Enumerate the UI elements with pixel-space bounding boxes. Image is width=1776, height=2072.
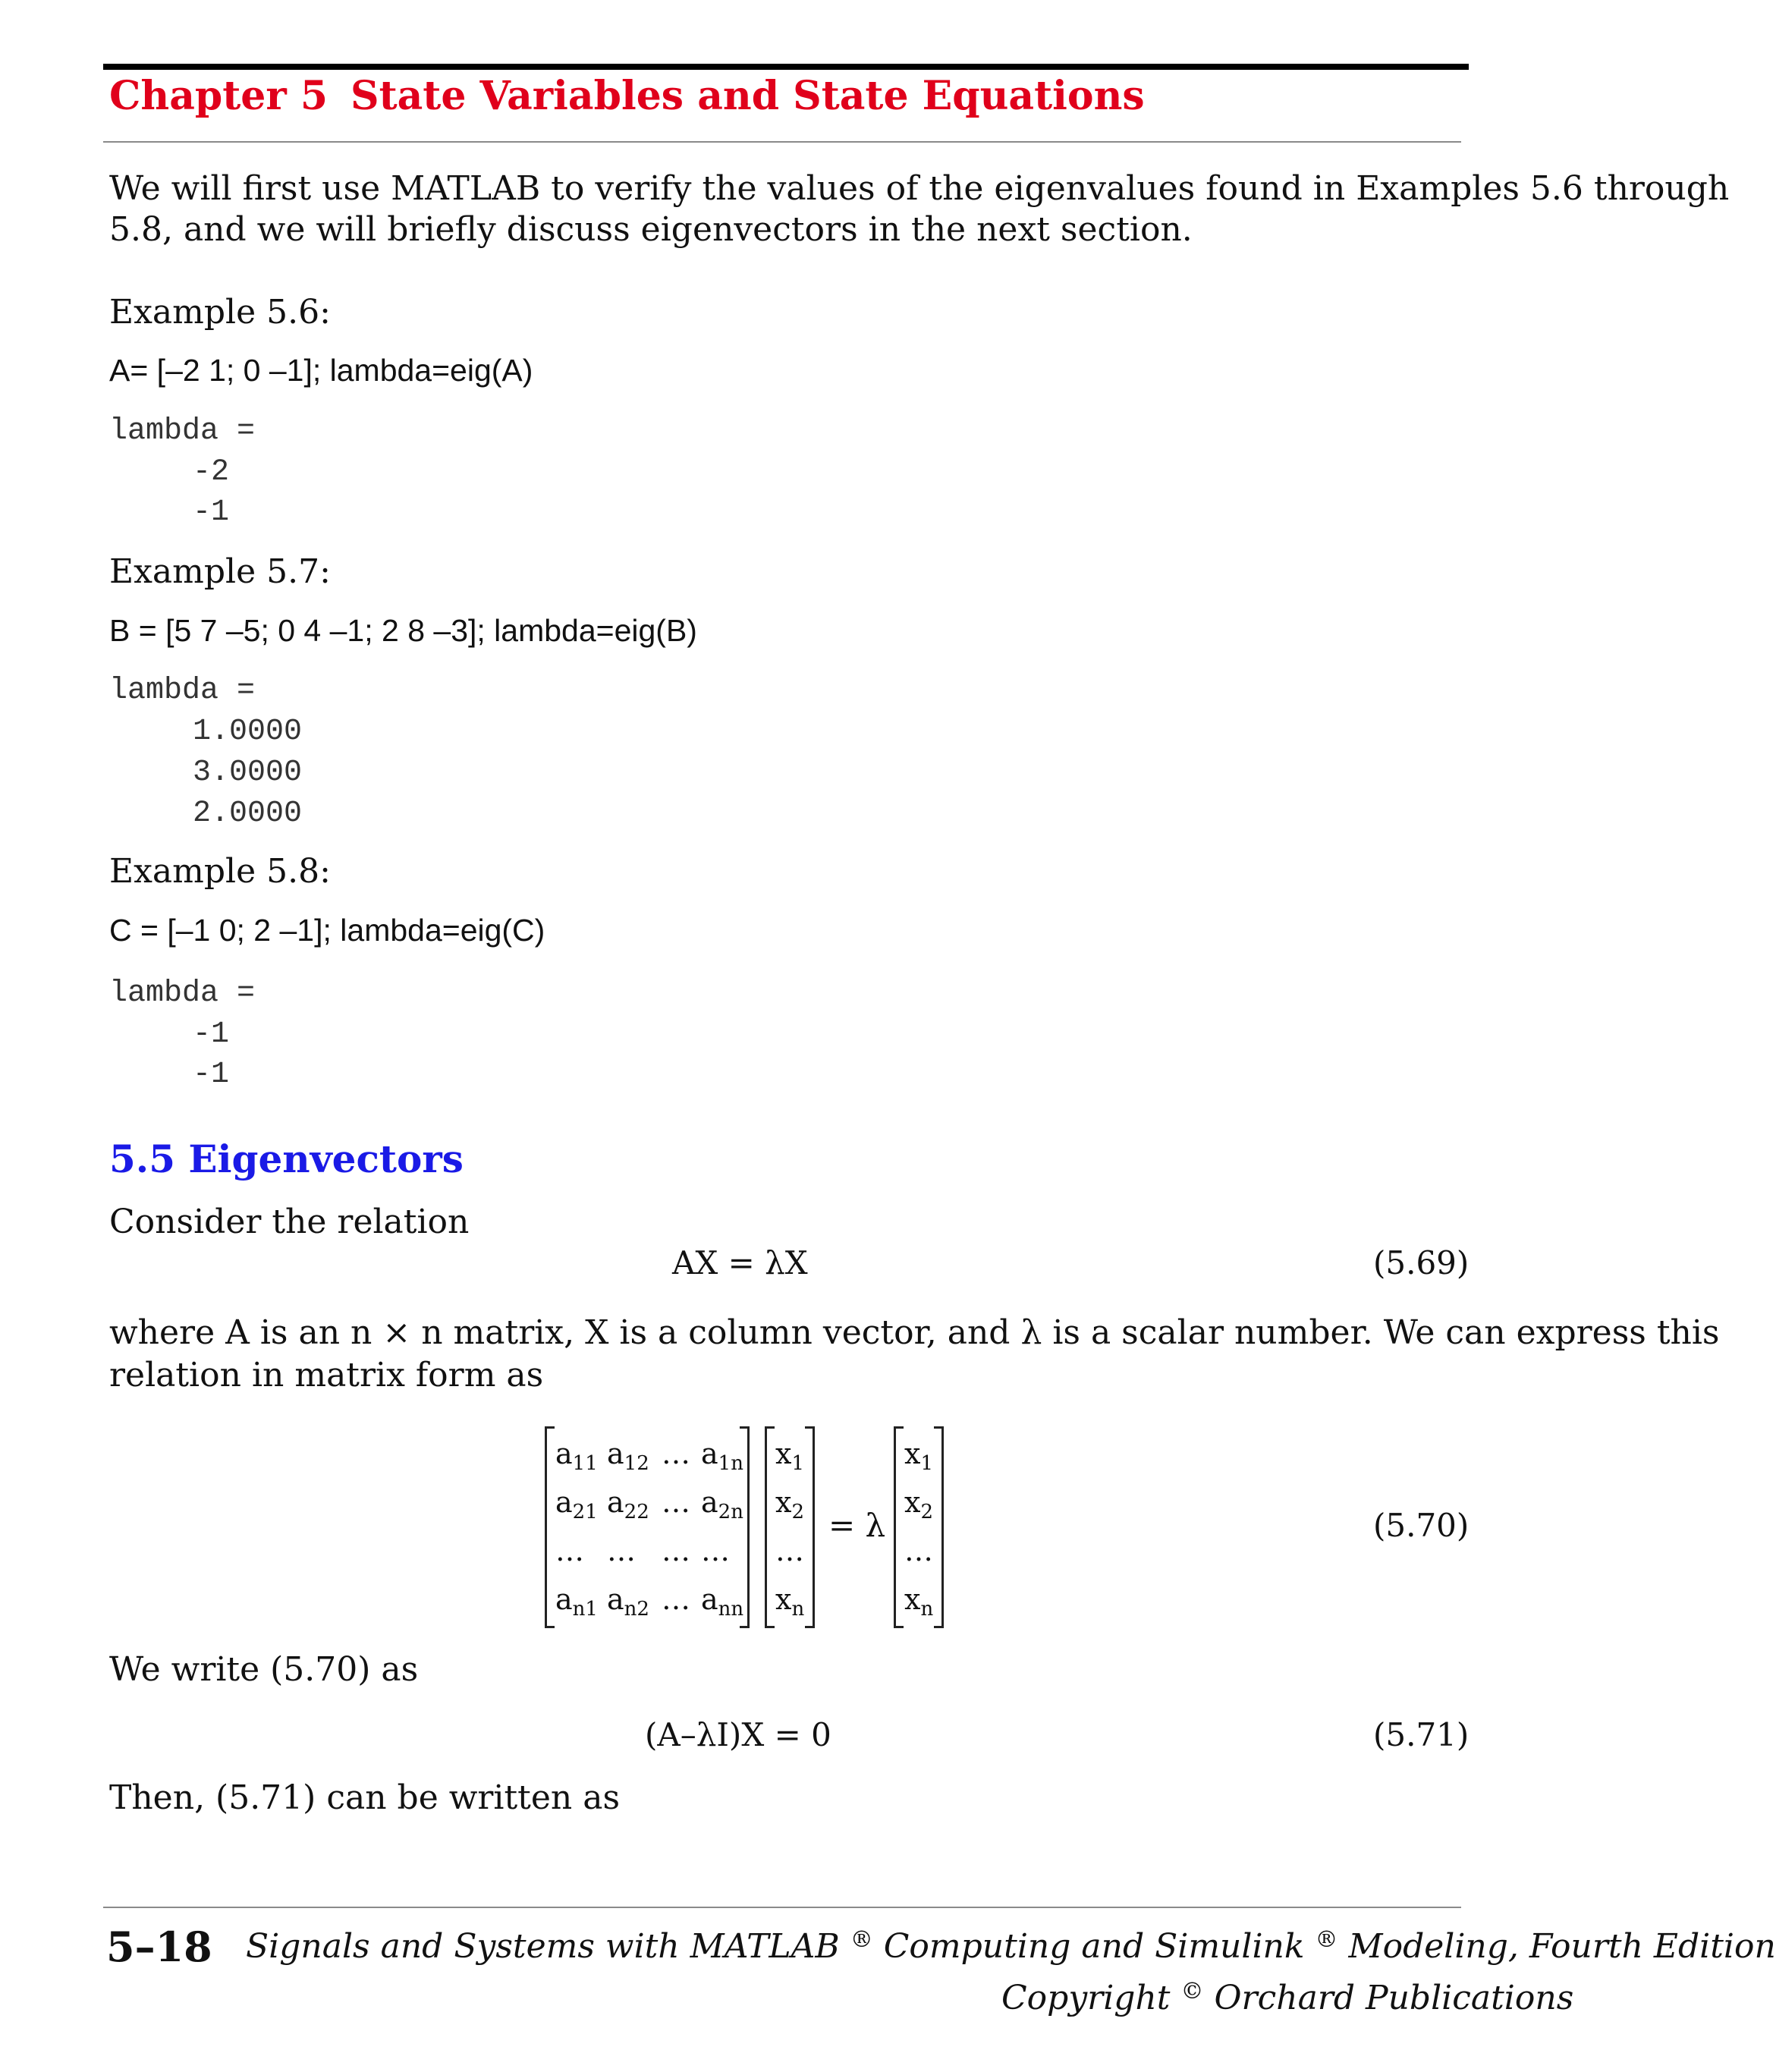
example-5-8-output-header: lambda = — [109, 976, 256, 1011]
left-bracket — [765, 1426, 775, 1628]
example-5-8-code: C = [–1 0; 2 –1]; lambda=eig(C) — [109, 913, 545, 948]
example-5-6-value: -2 — [193, 455, 230, 489]
matrix-element — [607, 1583, 649, 1621]
matrix-element-symbol: a — [607, 1437, 624, 1470]
matrix-element-subscript: n2 — [624, 1598, 649, 1621]
matrix-element-symbol: a — [607, 1486, 624, 1519]
matrix-a — [545, 1426, 750, 1628]
example-5-7-output-header: lambda = — [109, 674, 256, 708]
page-number: 5–18 — [106, 1923, 212, 1971]
registered-mark: ® — [1315, 1926, 1338, 1953]
example-5-7-value: 3.0000 — [193, 756, 303, 790]
matrix-element — [775, 1583, 805, 1621]
matrix-element — [904, 1486, 933, 1523]
chapter-title: State Variables and State Equations — [350, 73, 1145, 119]
equation-5-69: AX = λX — [672, 1244, 808, 1281]
matrix-element-symbol: x — [775, 1583, 792, 1616]
matrix-element-symbol: a — [607, 1583, 624, 1616]
matrix-element-symbol: a — [555, 1437, 573, 1470]
section-heading: 5.5 Eigenvectors — [109, 1137, 464, 1181]
matrix-element-subscript: n — [791, 1598, 805, 1621]
matrix-element — [775, 1486, 804, 1523]
copyright-word: Copyright — [1001, 1979, 1171, 2017]
example-5-6-label: Example 5.6: — [109, 293, 331, 332]
top-rule — [103, 64, 1469, 70]
matrix-element-subscript: 1 — [791, 1452, 804, 1475]
example-5-7-label: Example 5.7: — [109, 552, 331, 591]
matrix-element-symbol: … — [662, 1583, 690, 1616]
book-title-part-1: Signals and Systems with MATLAB — [246, 1927, 840, 1966]
example-5-7-code: B = [5 7 –5; 0 4 –1; 2 8 –3]; lambda=eig(B) — [109, 613, 697, 648]
matrix-element-symbol: … — [607, 1534, 636, 1567]
matrix-element-symbol: … — [701, 1534, 730, 1567]
matrix-element-symbol: a — [555, 1486, 573, 1519]
matrix-element — [701, 1437, 743, 1475]
vector-x-left — [765, 1426, 815, 1628]
matrix-element — [607, 1534, 636, 1567]
matrix-element-subscript: nn — [718, 1598, 744, 1621]
matrix-element — [662, 1534, 690, 1567]
matrix-element — [662, 1583, 690, 1616]
footer-rule — [103, 1907, 1461, 1908]
copyright-mark: © — [1180, 1978, 1204, 2004]
book-title-part-2: Computing and Simulink — [883, 1927, 1305, 1966]
matrix-element-subscript: 2 — [920, 1501, 933, 1523]
header-rule — [103, 141, 1461, 143]
example-5-7-value: 1.0000 — [193, 715, 303, 749]
matrix-element-symbol: … — [775, 1534, 804, 1567]
matrix-element — [555, 1437, 598, 1475]
where-line-1: where A is an n × n matrix, X is a column vector, and λ is a scalar number. We can express this — [109, 1313, 1720, 1352]
publisher-name: Orchard Publications — [1214, 1979, 1574, 2017]
matrix-element-symbol: a — [555, 1583, 573, 1616]
matrix-element-symbol: a — [701, 1437, 718, 1470]
left-bracket — [545, 1426, 555, 1628]
matrix-element-subscript: 1 — [920, 1452, 933, 1475]
example-5-6-code: A= [–2 1; 0 –1]; lambda=eig(A) — [109, 353, 533, 388]
matrix-element-subscript: 2n — [718, 1501, 743, 1523]
matrix-element-symbol: x — [775, 1486, 792, 1519]
intro-line-2: 5.8, and we will briefly discuss eigenvectors in the next section. — [109, 210, 1193, 249]
consider-text: Consider the relation — [109, 1203, 470, 1241]
matrix-element-symbol: … — [662, 1534, 690, 1567]
vector-x-right — [894, 1426, 944, 1628]
matrix-element-symbol: x — [904, 1583, 921, 1616]
matrix-element-subscript: n1 — [572, 1598, 598, 1621]
matrix-element — [904, 1534, 933, 1567]
matrix-element-symbol: … — [555, 1534, 584, 1567]
matrix-element-subscript: n — [920, 1598, 934, 1621]
matrix-element — [662, 1437, 690, 1470]
equals-lambda: = λ — [828, 1507, 886, 1544]
equation-5-71: (A–λI)X = 0 — [645, 1716, 831, 1753]
matrix-element-subscript: 11 — [572, 1452, 598, 1475]
equation-5-69-number: (5.69) — [1373, 1244, 1470, 1281]
matrix-element-symbol: x — [904, 1486, 921, 1519]
matrix-element — [662, 1486, 690, 1519]
matrix-element — [904, 1583, 934, 1621]
example-5-8-value: -1 — [193, 1058, 230, 1092]
matrix-element-subscript: 21 — [572, 1501, 598, 1523]
matrix-element — [904, 1437, 933, 1475]
matrix-element — [701, 1583, 744, 1621]
matrix-element — [555, 1486, 598, 1523]
example-5-6-output-header: lambda = — [109, 414, 256, 448]
matrix-element — [701, 1534, 730, 1567]
matrix-element-subscript: 12 — [624, 1452, 649, 1475]
right-bracket — [805, 1426, 815, 1628]
book-title — [246, 1927, 1776, 1966]
we-write-text: We write (5.70) as — [109, 1650, 419, 1689]
matrix-element-symbol: … — [662, 1486, 690, 1519]
matrix-element — [701, 1486, 743, 1523]
copyright-line — [1001, 1979, 1573, 2017]
matrix-element — [607, 1486, 649, 1523]
matrix-element-symbol: x — [904, 1437, 921, 1470]
matrix-element-symbol: a — [701, 1583, 718, 1616]
chapter-label: Chapter 5 — [109, 73, 328, 119]
book-title-part-3: Modeling, Fourth Edition — [1348, 1927, 1776, 1966]
matrix-element-symbol: … — [662, 1437, 690, 1470]
registered-mark: ® — [850, 1926, 873, 1953]
right-bracket — [934, 1426, 944, 1628]
matrix-element-subscript: 22 — [624, 1501, 649, 1523]
matrix-element — [607, 1437, 649, 1475]
matrix-element-symbol: a — [701, 1486, 718, 1519]
matrix-element — [775, 1534, 804, 1567]
where-line-2: relation in matrix form as — [109, 1356, 544, 1394]
example-5-8-value: -1 — [193, 1017, 230, 1052]
example-5-8-label: Example 5.8: — [109, 852, 331, 891]
matrix-element-subscript: 1n — [718, 1452, 743, 1475]
matrix-element-symbol: x — [775, 1437, 792, 1470]
then-text: Then, (5.71) can be written as — [109, 1778, 621, 1817]
left-bracket — [894, 1426, 904, 1628]
matrix-element — [775, 1437, 804, 1475]
equation-5-71-number: (5.71) — [1373, 1716, 1470, 1753]
equation-5-70-number: (5.70) — [1373, 1507, 1470, 1544]
example-5-7-value: 2.0000 — [193, 797, 303, 831]
example-5-6-value: -1 — [193, 495, 230, 530]
matrix-element-subscript: 2 — [791, 1501, 804, 1523]
chapter-heading — [109, 73, 1145, 119]
intro-line-1: We will first use MATLAB to verify the values of the eigenvalues found in Examples 5.6 through — [109, 169, 1730, 208]
matrix-element — [555, 1583, 598, 1621]
matrix-element-symbol: … — [904, 1534, 933, 1567]
matrix-element — [555, 1534, 584, 1567]
